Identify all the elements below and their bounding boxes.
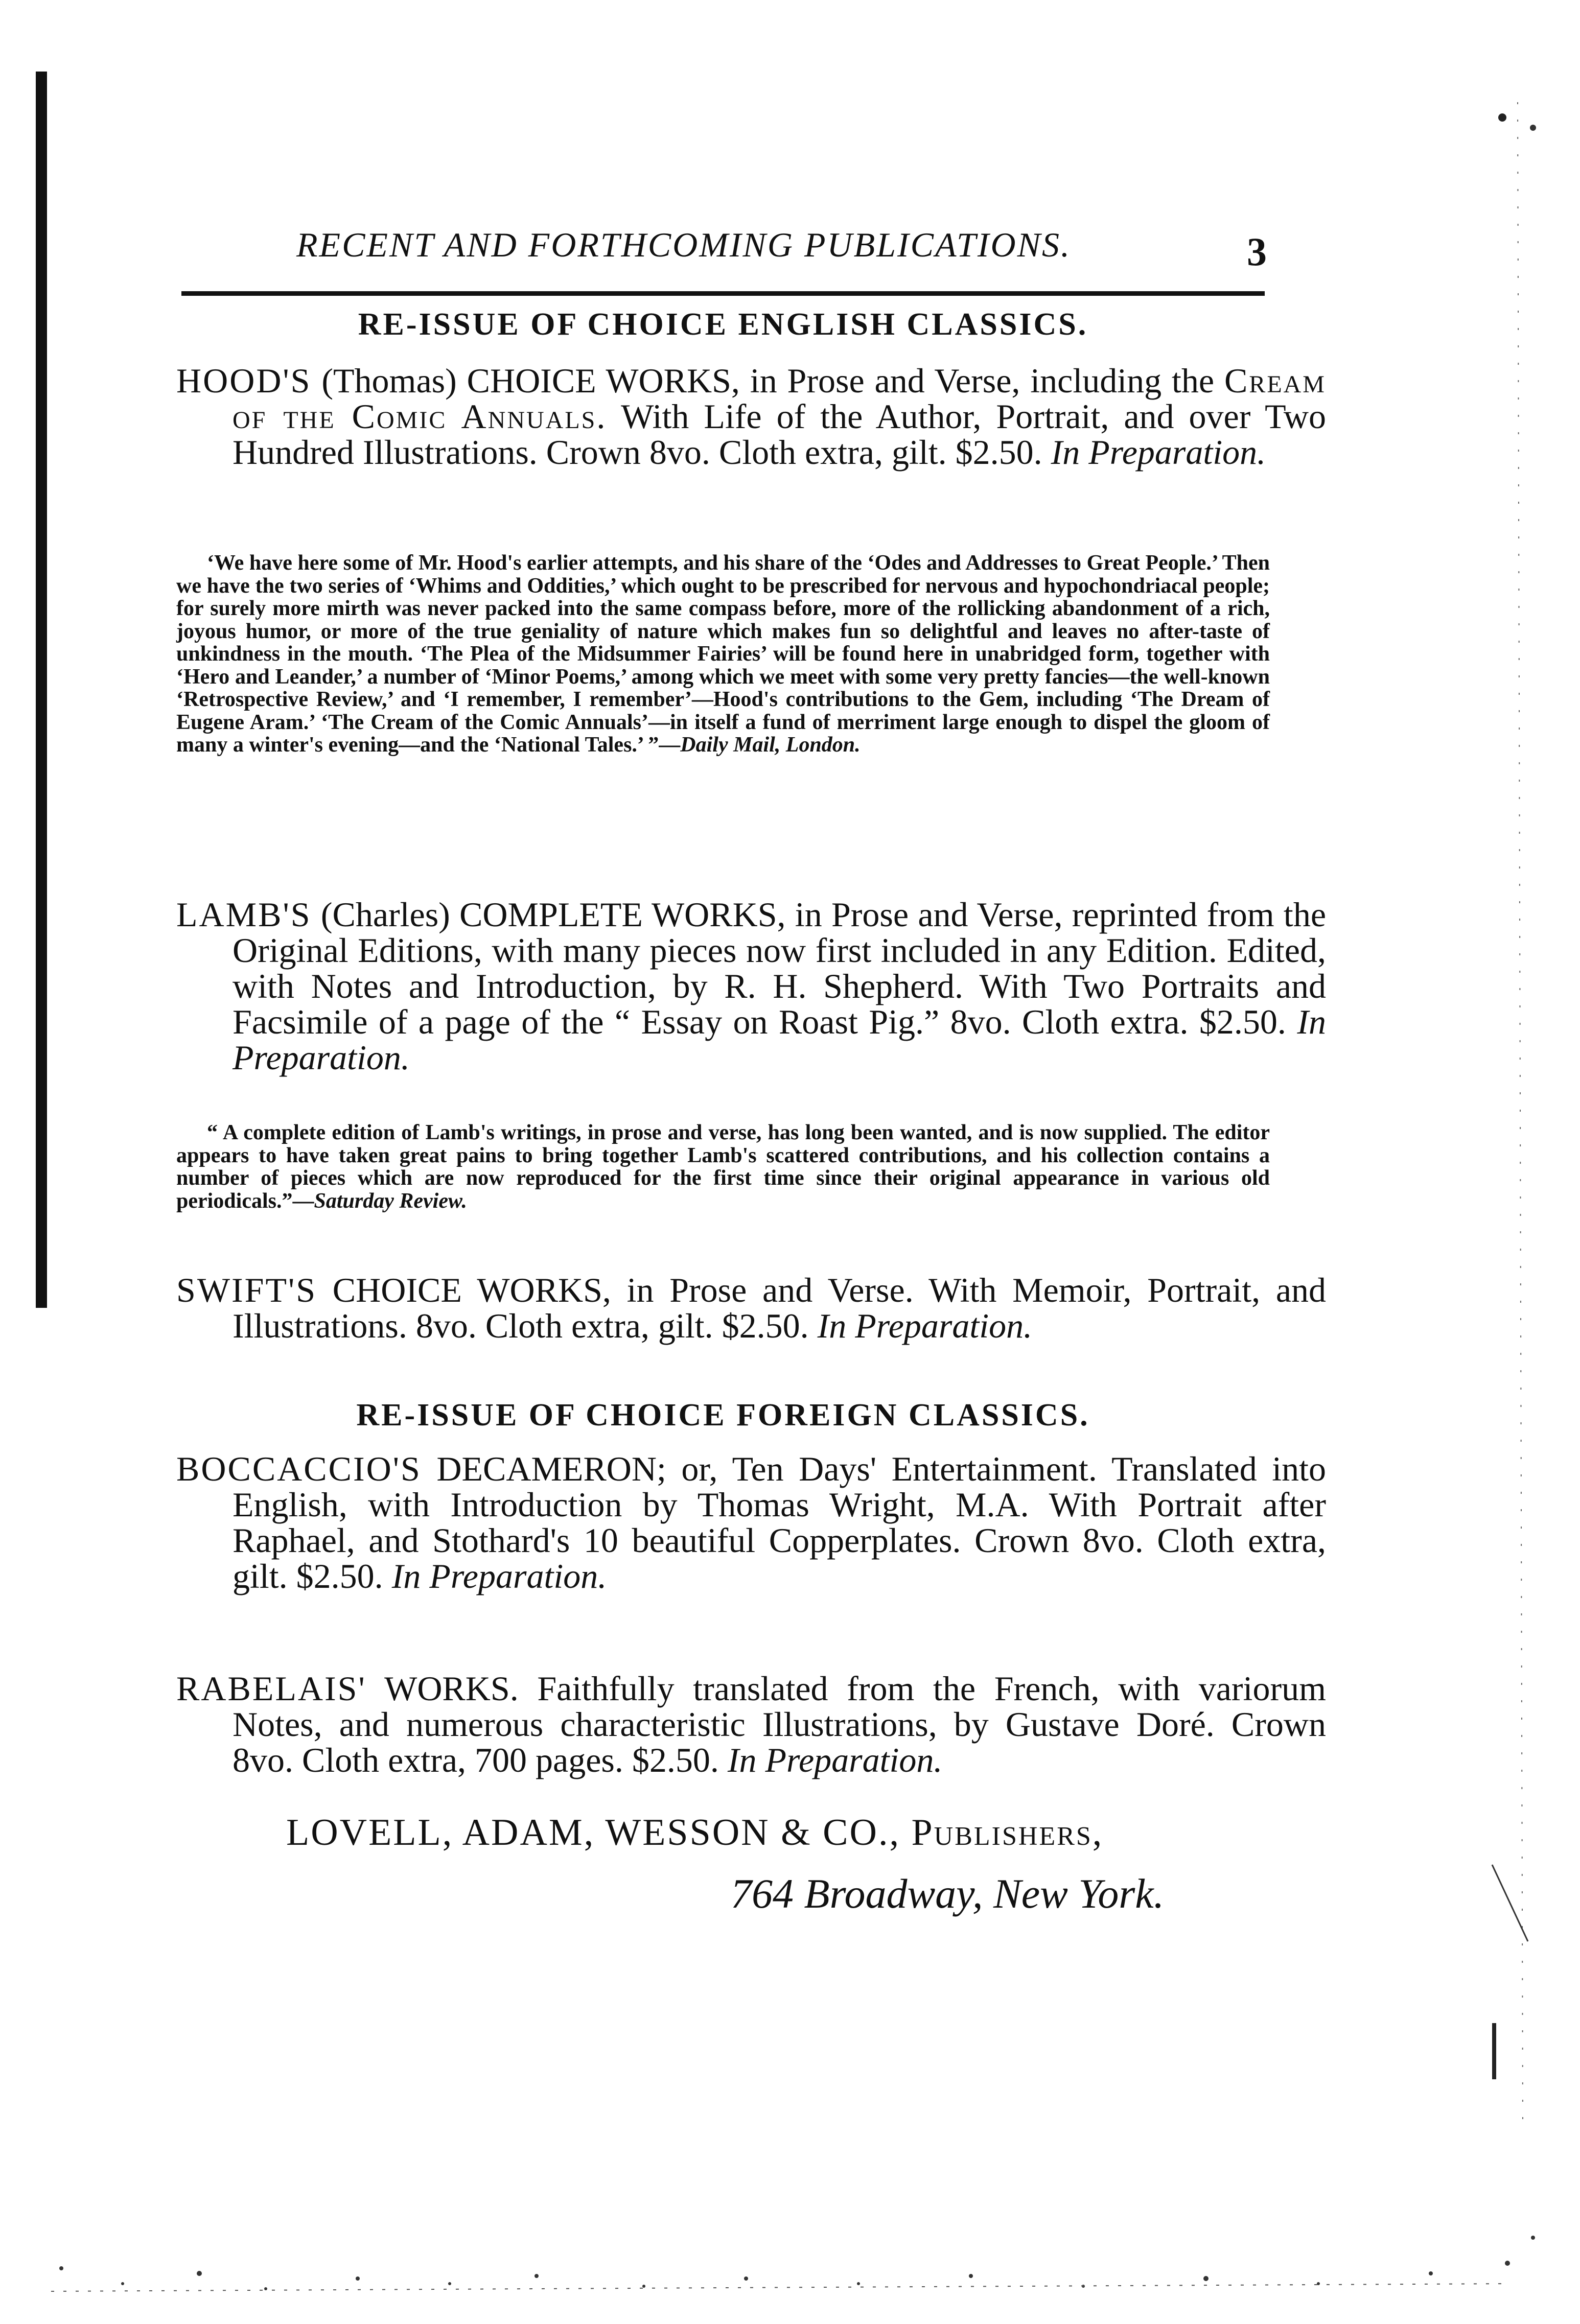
entry-subtitle-small-caps: Cream of the Comic Annuals. — [233, 361, 1326, 436]
entry-author: BOCCACCIO'S — [176, 1449, 422, 1488]
running-title: RECENT AND FORTHCOMING PUBLICATIONS. — [296, 225, 1071, 264]
entry-status: In Preparation. — [817, 1306, 1033, 1345]
entry-author: RABELAIS' — [176, 1669, 366, 1708]
entry-author: HOOD'S — [176, 361, 312, 400]
review-quote-lambs — [176, 1121, 1270, 1212]
entry-boccaccio — [176, 1451, 1326, 1594]
entry-description: WORKS. Faithfully translated from the French, with variorum Notes, and numerous characteristic Illustrations, by Gustave Doré. Crown 8vo. Cloth extra, 700 pages. $2.50. — [233, 1669, 1326, 1779]
review-text: “ A complete edition of Lamb's writings, in prose and verse, has long been wanted, and is now supplied. The editor appears to have taken great pains to bring together Lamb's scattered contributions, and his collection contains a number of pieces which are now reproduced for the first time since their original appearance in various old periodicals.”— — [176, 1121, 1270, 1213]
entry-rabelais — [176, 1671, 1326, 1778]
header-rule — [181, 291, 1265, 296]
entry-status: In Preparation. — [233, 1002, 1327, 1077]
entry-lambs-works — [176, 897, 1326, 1075]
entry-description-continued: With Life of the Author, Portrait, and over Two Hundred Illustrations. Crown 8vo. Cloth extra, gilt. $2.50. — [233, 397, 1327, 472]
section-heading-english-classics: RE-ISSUE OF CHOICE ENGLISH CLASSICS. — [358, 307, 1088, 342]
entry-description: (Charles) COMPLETE WORKS, in Prose and Verse, reprinted from the Original Editions, with many pieces now first included in any Edition. Edited, with Notes and Introduction, by R. H. Shepherd. With Two Portraits and Facsimile of a page of the “ Essay on Roast Pig.” 8vo. Cloth extra. $2.50. — [233, 895, 1327, 1041]
entry-author: LAMB'S — [176, 895, 312, 934]
entry-hoods-works — [176, 363, 1326, 470]
entry-description: DECAMERON; or, Ten Days' Entertainment. Translated into English, with Introduction by Thomas Wright, M.A. With Portrait after Raphael, and Stothard's 10 beautiful Copperplates. Crown 8vo. Cloth extra, gilt. $2.50. — [233, 1449, 1326, 1595]
entry-status: In Preparation. — [391, 1557, 607, 1595]
page-number: 3 — [1247, 229, 1267, 274]
entry-status: In Preparation. — [1051, 433, 1266, 472]
scan-noise-bottom-edge — [0, 2161, 1580, 2314]
entry-status: In Preparation. — [727, 1741, 943, 1779]
entry-description: (Thomas) CHOICE WORKS, in Prose and Verse, including the — [321, 361, 1215, 400]
publisher-imprint — [286, 1811, 1257, 1854]
review-quote-hoods — [176, 552, 1270, 757]
publisher-address: 764 Broadway, New York. — [731, 1870, 1165, 1917]
section-heading-foreign-classics: RE-ISSUE OF CHOICE FOREIGN CLASSICS. — [356, 1398, 1090, 1433]
review-text: ‘We have here some of Mr. Hood's earlier attempts, and his share of the ‘Odes and Addresses to Great People.’ Then we have the two series of ‘Whims and Oddities,’ which ought to be prescribed for nervous and hypochondriacal people; for surely more mirth was never packed into the same compass before, more of the rollicking abandonment of a rich, joyous humor, or more of the true geniality of nature which makes fun so delightful and leaves no after-taste of unkindness in the mouth. ‘The Plea of the Midsummer Fairies’ will be found here in unabridged form, together with ‘Hero and Leander,’ a number of ‘Minor Poems,’ among which we meet with some very pretty fancies—the well-known ‘Retrospective Review,’ and ‘I remember, I remember’—Hood's contributions to the Gem, including ‘The Dream of Eugene Aram.’ ‘The Cream of the Comic Annuals’—in itself a fund of merriment large enough to dispel the gloom of many a winter's evening—and the ‘National Tales.’ ”— — [176, 551, 1270, 757]
scan-noise-right-edge — [1472, 0, 1574, 2146]
publisher-name: LOVELL, ADAM, WESSON & CO., — [286, 1812, 900, 1853]
entry-description: CHOICE WORKS, in Prose and Verse. With Memoir, Portrait, and Illustrations. 8vo. Cloth extra, gilt. $2.50. — [233, 1271, 1326, 1345]
entry-author: SWIFT'S — [176, 1271, 317, 1309]
publisher-role: Publishers, — [911, 1812, 1104, 1853]
review-source: Saturday Review. — [314, 1189, 467, 1213]
entry-swifts-works — [176, 1272, 1326, 1344]
binding-edge-shadow — [36, 72, 47, 1308]
review-source: Daily Mail, London. — [680, 733, 861, 757]
